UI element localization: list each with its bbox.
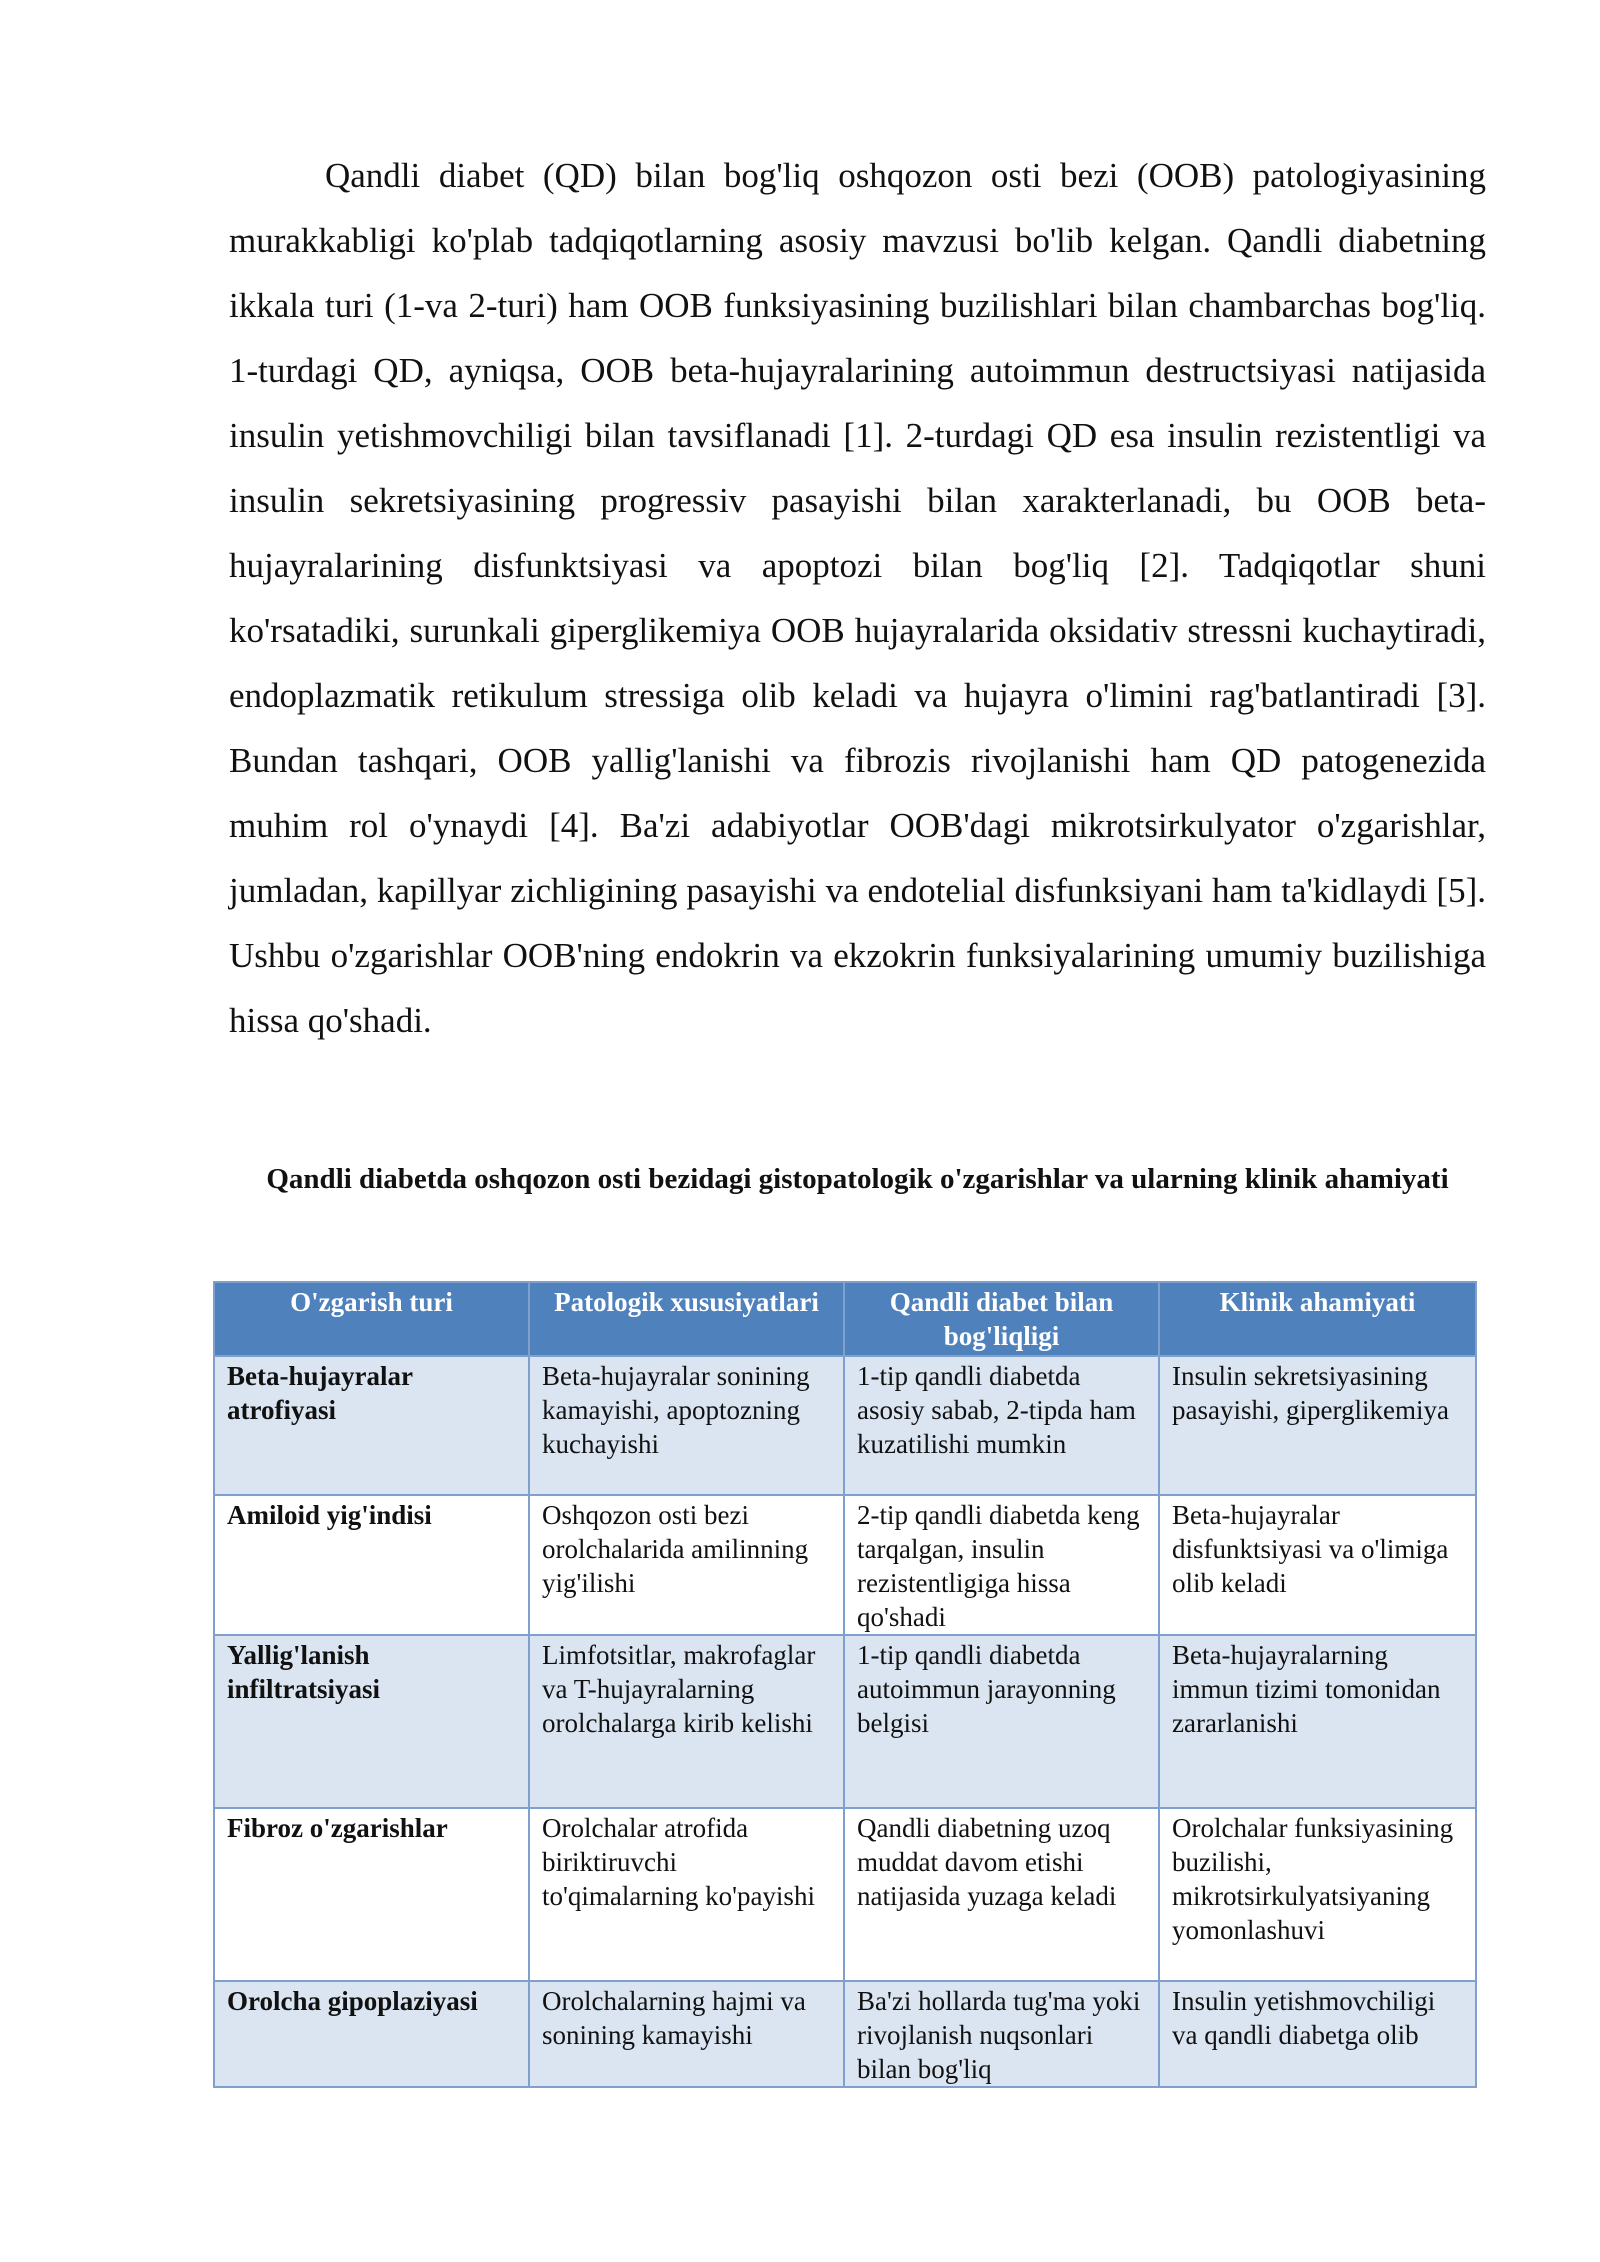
table-cell-clinical-significance: Beta-hujayralarning immun tizimi tomonidan zararlanishi xyxy=(1159,1635,1476,1808)
table-cell-diabetes-relation: 2-tip qandli diabetda keng tarqalgan, insulin rezistentligiga hissa qo'shadi xyxy=(844,1495,1159,1635)
table-caption: Qandli diabetda oshqozon osti bezidagi gistopatologik o'zgarishlar va ularning klinik ahamiyati xyxy=(266,1163,1449,1195)
histopathology-table xyxy=(213,1281,1477,2088)
table-cell-pathologic-features: Orolchalarning hajmi va sonining kamayishi xyxy=(529,1981,844,2087)
table-row xyxy=(214,1981,1476,2087)
table-cell-pathologic-features: Orolchalar atrofida biriktiruvchi to'qimalarning ko'payishi xyxy=(529,1808,844,1981)
table-cell-pathologic-features: Limfotsitlar, makrofaglar va T-hujayralarning orolchalarga kirib kelishi xyxy=(529,1635,844,1808)
header-cell-change-type: O'zgarish turi xyxy=(214,1282,529,1356)
body-paragraph: Qandli diabet (QD) bilan bog'liq oshqozon osti bezi (OOB) patologiyasining murakkabligi ko'plab tadqiqotlarning asosiy mavzusi bo'lib kelgan. Qandli diabetning ikkala turi (1-va 2-turi) ham OOB funksiyasining buzilishlari bilan chambarchas bog'liq. 1-turdagi QD, ayniqsa, OOB beta-hujayralarining autoimmun destructsiyasi natijasida insulin yetishmovchiligi bilan tavsiflanadi [1]. 2-turdagi QD esa insulin rezistentligi va insulin sekretsiyasining progressiv pasayishi bilan xarakterlanadi, bu OOB beta-hujayralarining disfunktsiyasi va apoptozi bilan bog'liq [2]. Tadqiqotlar shuni ko'rsatadiki, surunkali giperglikemiya OOB hujayralarida oksidativ stressni kuchaytiradi, endoplazmatik retikulum stressiga olib keladi va hujayra o'limini rag'batlantiradi [3]. Bundan tashqari, OOB yallig'lanishi va fibrozis rivojlanishi ham QD patogenezida muhim rol o'ynaydi [4]. Ba'zi adabiyotlar OOB'dagi mikrotsirkulyator o'zgarishlar, jumladan, kapillyar zichligining pasayishi va endotelial disfunksiyani ham ta'kidlaydi [5]. Ushbu o'zgarishlar OOB'ning endokrin va ekzokrin funksiyalarining umumiy buzilishiga hissa qo'shadi. xyxy=(229,156,1486,1040)
table-cell-clinical-significance: Beta-hujayralar disfunktsiyasi va o'limiga olib keladi xyxy=(1159,1495,1476,1635)
table-cell-change-type: Yallig'lanish infiltratsiyasi xyxy=(214,1635,529,1808)
header-cell-diabetes-relation: Qandli diabet bilan bog'liqligi xyxy=(844,1282,1159,1356)
table-cell-diabetes-relation: 1-tip qandli diabetda asosiy sabab, 2-tipda ham kuzatilishi mumkin xyxy=(844,1356,1159,1495)
table-cell-clinical-significance: Insulin yetishmovchiligi va qandli diabetga olib xyxy=(1159,1981,1476,2087)
table-row xyxy=(214,1495,1476,1635)
table-row xyxy=(214,1635,1476,1808)
table-row xyxy=(214,1356,1476,1495)
table-cell-change-type: Orolcha gipoplaziyasi xyxy=(214,1981,529,2087)
table-header-row xyxy=(214,1282,1476,1356)
table-cell-diabetes-relation: Qandli diabetning uzoq muddat davom etishi natijasida yuzaga keladi xyxy=(844,1808,1159,1981)
table-cell-pathologic-features: Beta-hujayralar sonining kamayishi, apoptozning kuchayishi xyxy=(529,1356,844,1495)
header-cell-clinical-significance: Klinik ahamiyati xyxy=(1159,1282,1476,1356)
table-cell-change-type: Amiloid yig'indisi xyxy=(214,1495,529,1635)
header-cell-pathologic-features: Patologik xususiyatlari xyxy=(529,1282,844,1356)
table-cell-change-type: Fibroz o'zgarishlar xyxy=(214,1808,529,1981)
table-cell-diabetes-relation: 1-tip qandli diabetda autoimmun jarayonning belgisi xyxy=(844,1635,1159,1808)
table-cell-pathologic-features: Oshqozon osti bezi orolchalarida amilinning yig'ilishi xyxy=(529,1495,844,1635)
table-cell-clinical-significance: Orolchalar funksiyasining buzilishi, mikrotsirkulyatsiyaning yomonlashuvi xyxy=(1159,1808,1476,1981)
table-row xyxy=(214,1808,1476,1981)
table-cell-diabetes-relation: Ba'zi hollarda tug'ma yoki rivojlanish nuqsonlari bilan bog'liq xyxy=(844,1981,1159,2087)
table-cell-change-type: Beta-hujayralar atrofiyasi xyxy=(214,1356,529,1495)
table-cell-clinical-significance: Insulin sekretsiyasining pasayishi, giperglikemiya xyxy=(1159,1356,1476,1495)
